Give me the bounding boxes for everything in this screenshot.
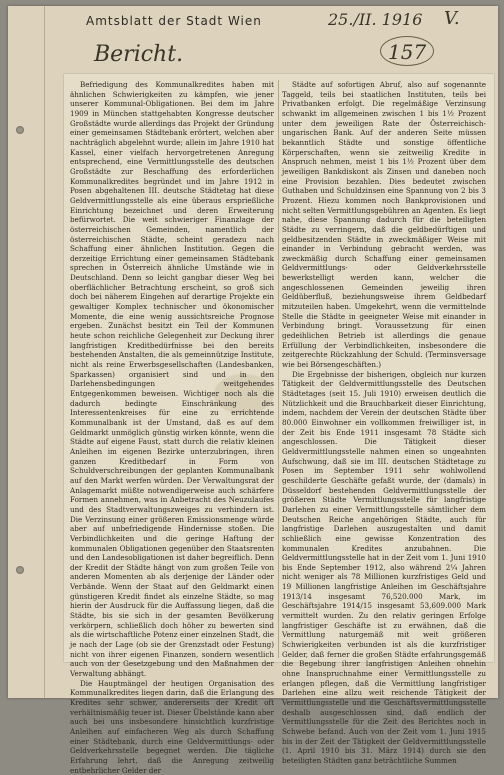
- binding-hole: [16, 126, 24, 134]
- handwritten-heading: Bericht.: [94, 42, 184, 67]
- binding-hole: [16, 566, 24, 574]
- article-column-right: [282, 80, 486, 765]
- archive-sheet: [8, 6, 498, 775]
- newspaper-clipping: [64, 74, 494, 775]
- article-paragraph: Befriedigung des Kommunalkredites haben mit ähnlichen Schwierigkeiten zu kämpfen, wie jener unserer Kommunal-Obligationen. Bei dem im Jahre 1909 in München stattgehabten Kongresse deutscher Großstädte wurde allerdings das Projekt der Gründung einer gemeinsamen Städtebank erörtert, welchen aber nachträglich abgelehnt wurde; allein im Jahre 1910 hat Kassel, einer vielfach hervorgetretenen Anregung entsprechend, eine Vermittlungsstelle des deutschen Großstädte zur Beschaffung des erforderlichen Kommunalkredites begründet und im Jahre 1912 in Posen abgehaltenen III. deutsche Städtetag hat diese Geldvermittlungsstelle als eine überaus ersprießliche Einrichtung bezeichnet und deren Erweiterung befürwortet. Die weit schwieriger Finanzlage der österreichischen Gemeinden, namentlich der österreichischen Städte, scheint geradezu nach Schaffung einer ähnlichen Institution. Gegen die derzeitige Errichtung einer gemeinsamen Städtebank sprechen in Österreich ähnliche Umstände wie in Deutschland. Denn so leicht gangbar dieser Weg bei oberflächlicher Betrachtung erscheint, so groß sich doch bei näherem Eingehen auf derartige Projekte ein gewaltiger Komplex technischer und ökonomischer Momente, die eine wenig aussichtsreiche Prognose ergeben. Zunächst besitzt ein Teil der Kommunen heute schon reichliche Gelegenheit zur Deckung ihrer langfristigen Kreditbedürfnisse bei den bereits bestehenden Anstalten, die als gemeinnützige Institute, nicht als reine Erwerbsgesellschaften (Landesbanken, Sparkassen) organisiert sind und in den Darlehensbedingungen weitgehendes Entgegenkommen beweisen. Wichtiger noch als die dadurch bedingte Einschränkung des Interessentenkreises für eine zu errichtende Kommunalbank ist der Umstand, daß es auf dem Geldmarkt unmöglich günstig wirken könnte, wenn die Städte auf eigene Faust, statt durch die relativ kleinen Anleihen im eigenen Bezirke unterzubringen, ihren ganzen Kreditbedarf in Form von Schuldverschreibungen der geplanten Kommunalbank auf den Markt werfen würden. Der Verwaltungsrat der Anlagemarkt müßte notwendigerweise auch schärfere Formen annehmen, was in Anbetracht des Neuzulaufes und des Stadtverwaltungszweiges zu verhindern ist. Die Verzinsung einer größeren Emissionsmenge würde aber auf unbefriedigende Hindernisse stoßen. Die Verbindlichkeiten und die geringe Haftung der kommunalen Obligationen gegenüber den Staatsrenten und den Landesobligationen ist daher begreiflich. Denn der Kredit der Städte hängt von zum großen Teile von anderen Momenten ab als derjenige der Länder oder Verbände. Wenn der Staat auf den Geldmarkt einen günstigeren Kredit findet als einzelne Städte, so mag hierin der Ausdruck für die Auffassung liegen, daß die Städte, bis sie sich in der gesamten Bevölkerung verkörpern, schließlich doch höher zu bewerten sind als die wirtschaftliche Potenz einer einzelnen Stadt, die je nach der Lage (ob sie der Grenzstadt oder Festung) nicht von ihrer eigenen Finanzen, sondern wesentlich auch von der Gesetzgebung und den Maßnahmen der Verwaltung abhängt.: [70, 80, 274, 679]
- handwritten-date: 25./II. 1916: [328, 10, 423, 29]
- article-paragraph: Die Ergebnisse der bisherigen, obgleich nur kurzen Tätigkeit der Geldvermittlungsstelle des Deutschen Städtetages (seit 15. Juli 1910) erweisen deutlich die Nützlichkeit und die Brauchbarkeit dieser Einrichtung, indem, nachdem der Verein der deutschen Städte über 80.000 Einwohner ein vollkommen freiwilliger ist, in der Zeit bis Ende 1911 insgesamt 78 Städte sich angeschlossen. Die Tätigkeit dieser Geldvermittlungsstelle nahmen einen so ungeahnten Aufschwung, daß sie im III. deutschen Städtetage zu Posen im September 1911 sehr wohlwollend geschilderte Geschäfte gefaßt wurde, der (damals) in Düsseldorf bestehenden Geldvermittlungsstelle der größeren Städte Vermittlungsstelle für langfristige Darlehen zu einer Vermittlungsstelle sämtlicher dem Deutschen Reiche angehörigen Städte, auch für langfristige Darlehen auszugestalten und damit schließlich eine gewisse Konzentration des kommunalen Kredites anzubahnen. Die Geldvermittlungsstelle hat in der Zeit vom 1. Juni 1910 bis Ende September 1912, also während 2¼ Jahren nicht weniger als 78 Millionen kurzfristiges Geld und 19 Millionen langfristige Anleihen im Geschäftsjahre 1913/14 insgesamt 76,520.000 Mark, im Geschäftsjahre 1914/15 insgesamt 53,609.000 Mark vermittelt wurden. Zu den relativ geringen Erfolge langfristiger Geschäfte ist zu erwähnen, daß die Vermittlung naturgemäß mit weit größeren Schwierigkeiten verbunden ist als die kurzfristiger Gelder, daß ferner die großen Städte erfahrungsgemäß die Begebung ihrer langfristigen Anleihen ohnehin ohne Inanspruchnahme einer Vermittlungsstelle zu erlangen pflegen, daß die Vermittlung langfristiger Darlehen eine allzu weit reichende Tätigkeit der Vermittlungsstelle und die Geschäftsvermittlungsstelle deshalb ausgeschlossen sind, daß endlich der Vermittlungsstelle für die Zeit des Berichtes noch in Schwebe befand. Auch von der Zeit vom 1. Juni 1915 bis in der Zeit der Tätigkeit der Geldvermittlungsstelle (1. April 1910 bis 31. März 1914) durch sie den beteiligten Städten ganz beträchtliche Summen: [282, 369, 486, 765]
- margin-rule: [44, 6, 45, 698]
- handwritten-number: 157: [388, 40, 427, 64]
- article-paragraph: Städte auf sofortigen Abruf, also auf sogenannte Taggeld, teils bei staatlichen Instituten, teils bei Privatbanken erfolgt. Die regelmäßige Verzinsung schwankt im allgemeinen zwischen 1 bis 1½ Prozent unter dem jeweiligen Rate der Österreichisch-ungarischen Bank. Auf der anderen Seite müssen bekanntlich Städte und sonstige öffentliche Körperschaften, wenn sie zeitweilig Kredite in Anspruch nehmen, meist 1 bis 1½ Prozent über dem jeweiligen Bankdiskont als Zinsen und daneben noch eine Provision bezahlen. Dies bedeutet zwischen Guthaben und Schuldzinsen eine Spannung von 2 bis 3 Prozent. Hiezu kommen noch Bankprovisionen und nicht selten Vermittlungsgebühren an Agenten. Es liegt nahe, diese Spannung dadurch für die beteiligten Städte zu verringern, daß die geldbedürftigen und geldbesitzenden Städte in zweckmäßiger Weise mit einander in Verbindung gebracht werden, was zweckmäßig durch Schaffung einer gemeinsamen Geldvermittlungs- oder Geldverkehrsstelle bewerkstelligt werden kann, welcher die angeschlossenen Gemeinden jeweilig ihren Geldüberfluß, beziehungsweise ihrem Geldbedarf mitzuteilen haben. Umgekehrt, wenn die vermittelnde Stelle die Städte in geeigneter Weise mit einander in Verbindung bringt. Voraussetzung für einen gedeihlichen Betrieb ist allerdings die genaue Erfüllung der Verbindlichkeiten, insbesondere die zeitgerechte Rückzahlung der Schuld. (Terminsversage wie bei Börsengeschäften.): [282, 80, 486, 370]
- article-paragraph: Die Hauptmängel der heutigen Organisation des Kommunalkredites liegen darin, daß die Erlangung des Kredites sehr schwer, andererseits der Kredit oft verhältnismäßig teuer ist. Dieser Übelstände kann aber auch bei uns insbesondere hinsichtlich kurzfristige Anleihen auf einfacheren Weg als durch Schaffung einer Städtebank, durch eine Geldvermittlungs- oder Geldverkehrsstelle begegnet werden. Die tägliche Erfahrung lehrt, daß die Anregung zeitweilig entbehrlicher Gelder der: [70, 678, 274, 775]
- handwritten-folio: V.: [444, 8, 460, 29]
- newspaper-masthead: Amtsblatt der Stadt Wien: [86, 14, 262, 28]
- article-column-left: [70, 80, 274, 775]
- column-gutter: [278, 80, 279, 658]
